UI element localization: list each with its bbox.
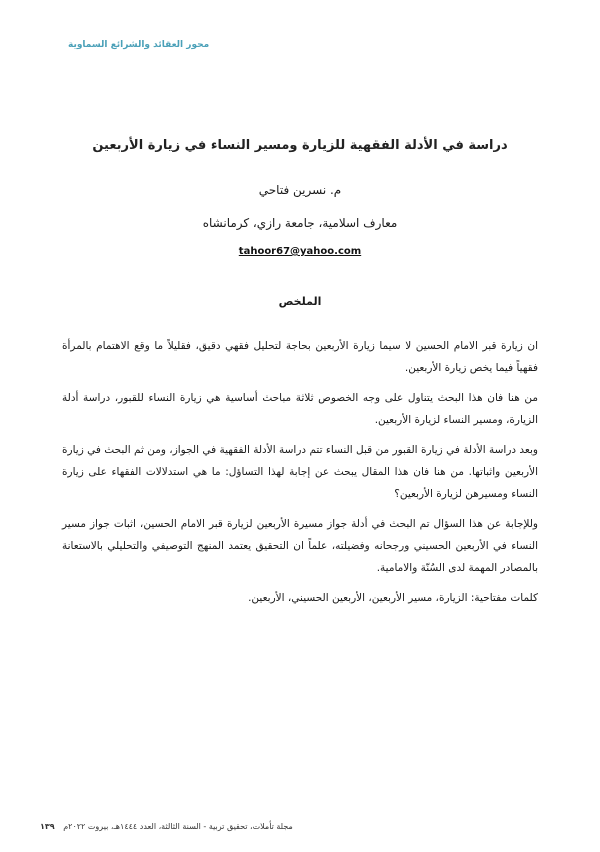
keywords-line: كلمات مفتاحية: الزيارة، مسير الأربعين، الأربعين الحسيني، الأربعين.: [248, 592, 538, 604]
abstract-paragraph: وبعد دراسة الأدلة في زيارة القبور من قبل النساء تتم دراسة الأدلة الفقهية في الجواز، ومن ثم البحث في زيارة الأربعين واثباتها. من هنا فان هذا المقال يبحث عن إجابة لهذا التساؤل: ما هي استدلالات الفقهاء على زيارة النساء ومسيرهن لزيارة الأربعين؟: [62, 444, 538, 500]
abstract-body: [62, 335, 538, 617]
abstract-paragraph: ان زيارة قبر الامام الحسين لا سيما زيارة الأربعين بحاجة لتحليل فقهي دقيق، فقليلاً ما وقع الاهتمام بالمرأة فقهياً فيما يخص زيارة الأربعين.: [62, 340, 538, 374]
abstract-paragraph: وللإجابة عن هذا السؤال تم البحث في أدلة جواز مسيرة الأربعين لزيارة قبر الامام الحسين، اثبات جواز مسير النساء في الأربعين الحسيني ورجحانه وفضيلته، علماً ان التحقيق يعتمد المنهج التوصيفي والتحليلي بالاستعانة بالمصادر المهمة لدى السُنّة والامامية.: [62, 518, 538, 574]
footer-citation: مجلة تأملات، تحقيق تربية - السنة الثالثة، العدد ١٤٤٤هـ، بيروت ٢٠٢٢م: [63, 822, 293, 831]
abstract-heading: الملخص: [278, 295, 322, 308]
article-title: دراسة في الأدلة الفقهية للزيارة ومسير النساء في زيارة الأربعين: [92, 138, 508, 153]
running-head: محور العقائد والشرائع السماوية: [68, 40, 210, 50]
author-affiliation: معارف اسلامية، جامعة رازي، كرمانشاه: [202, 216, 398, 230]
page-footer: [40, 822, 560, 831]
author-email-link[interactable]: tahoor67@yahoo.com: [238, 246, 362, 257]
abstract-paragraph: من هنا فان هذا البحث يتناول على وجه الخصوص ثلاثة مباحث أساسية هي زيارة النساء للقبور، دراسة أدلة الزيارة، ومسير النساء لزيارة الأربعين.: [62, 392, 538, 426]
page-number: ١٣٩: [40, 822, 55, 831]
author-name: م. نسرين فتاحي: [258, 183, 342, 197]
